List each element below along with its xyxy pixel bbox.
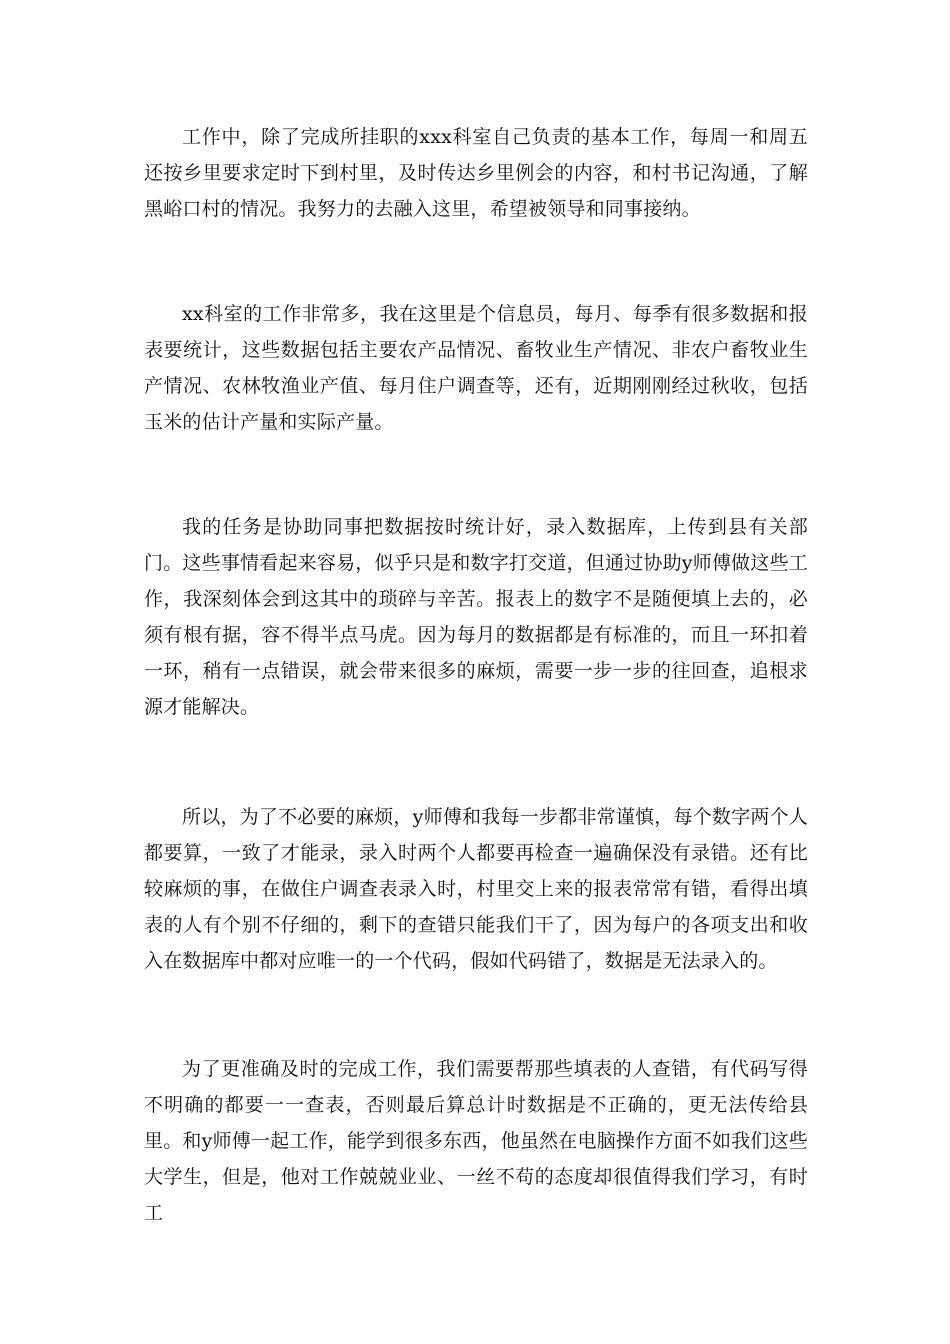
paragraph-5: 为了更准确及时的完成工作，我们需要帮那些填表的人查错，有代码写得不明确的都要一一查表，否则最后算总计时数据是不正确的，更无法传给县里。和y师傅一起工作，能学到很多东西，他虽然在电脑操作方面不如我们这些大学生，但是，他对工作兢兢业业、一丝不苟的态度却很值得我们学习，有时工 bbox=[144, 1058, 808, 1224]
paragraph-1: 工作中，除了完成所挂职的xxx科室自己负责的基本工作，每周一和周五还按乡里要求定时下到村里，及时传达乡里例会的内容，和村书记沟通，了解黑峪口村的情况。我努力的去融入这里，希望被领导和同事接纳。 bbox=[144, 126, 808, 220]
paragraph-4: 所以，为了不必要的麻烦，y师傅和我每一步都非常谨慎，每个数字两个人都要算，一致了才能录，录入时两个人都要再检查一遍确保没有录错。还有比较麻烦的事，在做住户调查表录入时，村里交上来的报表常常有错，看得出填表的人有个别不仔细的，剩下的查错只能我们干了，因为每户的各项支出和收入在数据库中都对应唯一的一个代码，假如代码错了，数据是无法录入的。 bbox=[144, 806, 808, 972]
paragraph-3: 我的任务是协助同事把数据按时统计好，录入数据库，上传到县有关部门。这些事情看起来容易，似乎只是和数字打交道，但通过协助y师傅做这些工作，我深刻体会到这其中的琐碎与辛苦。报表上的数字不是随便填上去的，必须有根有据，容不得半点马虎。因为每月的数据都是有标准的，而且一环扣着一环，稍有一点错误，就会带来很多的麻烦，需要一步一步的往回查，追根求源才能解决。 bbox=[144, 516, 808, 718]
paragraph-2: xx科室的工作非常多，我在这里是个信息员，每月、每季有很多数据和报表要统计，这些数据包括主要农产品情况、畜牧业生产情况、非农户畜牧业生产情况、农林牧渔业产值、每月住户调查等，还有，近期刚刚经过秋收，包括玉米的估计产量和实际产量。 bbox=[144, 303, 808, 433]
